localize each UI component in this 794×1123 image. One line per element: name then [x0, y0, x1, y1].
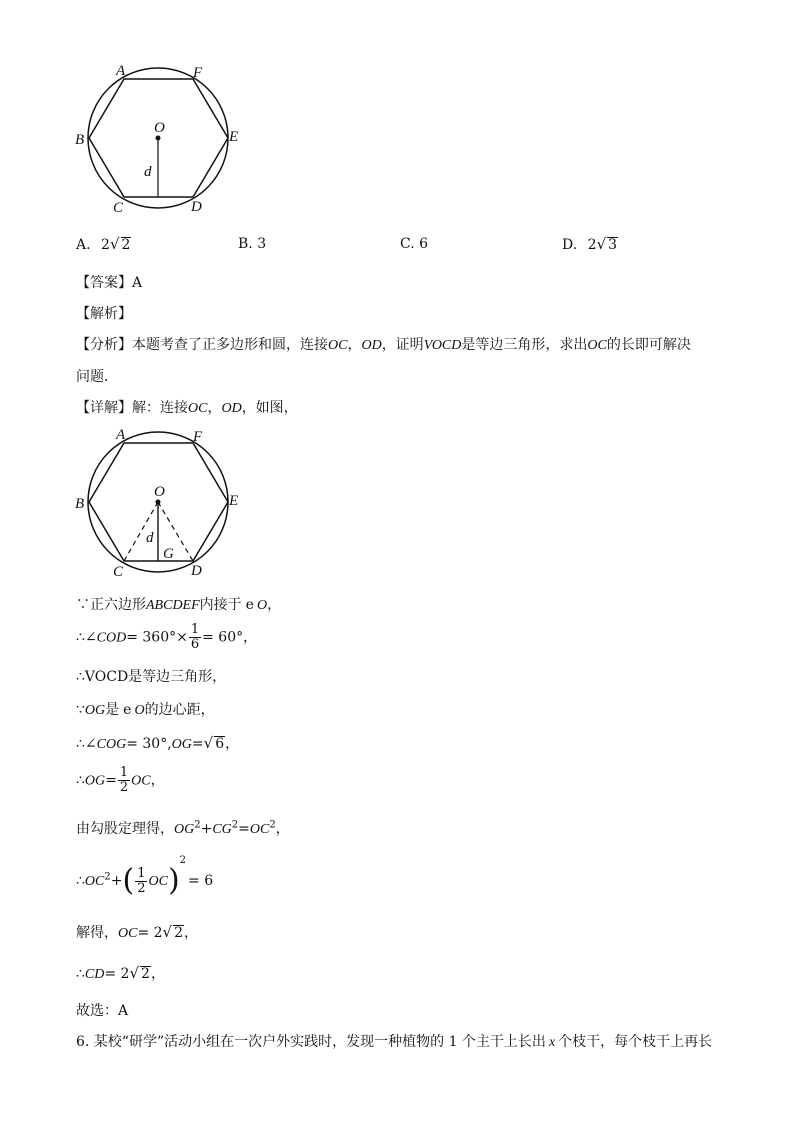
step-9: 解得，OC= 2√ 2， [76, 923, 199, 941]
label-E: E [229, 493, 239, 509]
center-point [156, 500, 161, 505]
label-B: B [75, 496, 85, 512]
label-B: B [75, 132, 85, 148]
step-7: 由勾股定理得，$OG^2+CG^2=OC^2$， [76, 819, 290, 837]
answer-line: 【答案】A [76, 275, 143, 291]
step-2: ∴∠COD= 360°× $\frac{1}{6}$ = 60°， [76, 622, 258, 652]
label-D: D [191, 563, 202, 579]
label-O: O [154, 120, 165, 136]
label-D: D [191, 199, 202, 215]
analysis-paragraph-line2: 问题． [76, 369, 118, 385]
option-c: C. 6 [400, 236, 429, 252]
hexagon-figure-1 [70, 60, 260, 220]
step-4: ∵OG是 e O的边心距， [76, 702, 215, 718]
label-A: A [116, 427, 126, 443]
step-10: ∴CD= 2√ 2， [76, 964, 165, 982]
option-b: B. 3 [238, 236, 267, 252]
detail-intro: 【详解】解：连接OC，OD，如图， [76, 400, 298, 416]
label-A: A [116, 63, 126, 79]
step-11: 故选：A [76, 1003, 129, 1019]
label-C: C [113, 200, 124, 216]
label-d: d [146, 530, 154, 546]
step-8: $\therefore OC^2+$( $\frac{1}{2}$ OC)$^2$= 6 [76, 855, 214, 898]
option-d: D. 2√ 3 [562, 235, 618, 253]
label-F: F [193, 65, 203, 81]
step-5: ∴∠COG= 30°,OG=√ 6， [76, 734, 240, 752]
label-O: O [154, 484, 165, 500]
step-6: ∴OG= $\frac{1}{2}$ OC， [76, 765, 165, 795]
step-1: ∵正六边形ABCDEF内接于 e O， [76, 597, 282, 613]
step-3: ∴VOCD是等边三角形， [76, 669, 227, 685]
analysis-heading: 【解析】 [76, 306, 132, 322]
label-C: C [113, 564, 124, 580]
hexagon-figure-2 [70, 424, 260, 584]
question-6: 6. 某校“研学”活动小组在一次户外实践时，发现一种植物的 1 个主干上长出 x 个枝干，每个枝干上再长 [76, 1034, 713, 1050]
label-d: d [144, 164, 152, 180]
center-point [156, 136, 161, 141]
analysis-paragraph-line1: 【分析】本题考查了正多边形和圆，连接OC，OD，证明VOCD是等边三角形，求出OC的长即可解决 [76, 337, 691, 353]
label-F: F [193, 429, 203, 445]
label-E: E [229, 129, 239, 145]
option-a: A. 2√ 2 [76, 235, 131, 253]
label-G: G [163, 546, 174, 562]
